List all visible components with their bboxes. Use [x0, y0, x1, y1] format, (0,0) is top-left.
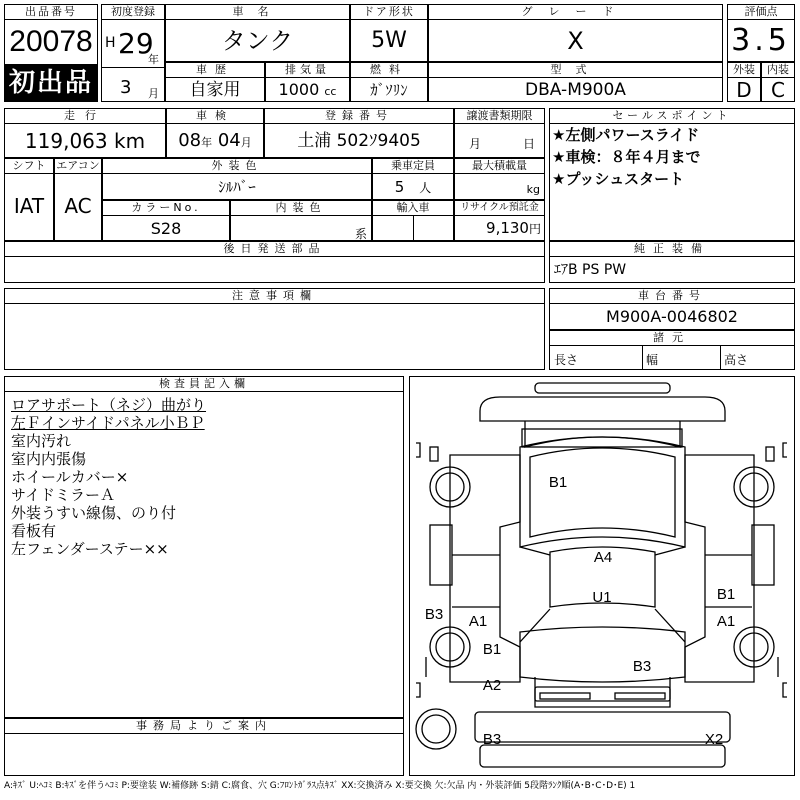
sales-point-item: ★車検：８年４月まで: [552, 148, 701, 166]
length-label: 長さ: [554, 353, 579, 367]
int-color-box: [230, 200, 372, 241]
damage-mark: B3: [632, 658, 652, 675]
displacement-unit: cc: [324, 85, 337, 98]
lot-number-box: [4, 4, 98, 65]
capacity-label: 乗車定員: [373, 159, 453, 174]
grade-label: グレード: [429, 5, 722, 20]
color-no: S28: [150, 219, 182, 238]
damage-mark: X2: [704, 731, 724, 748]
interior-grade: C: [771, 78, 785, 102]
inspector-note: サイドミラーＡ: [11, 486, 115, 504]
shift-label: シフト: [5, 159, 53, 174]
first-listing-badge: 初出品: [4, 65, 98, 102]
reg-number-label: 登録番号: [265, 109, 453, 124]
inspector-notes-box: [4, 376, 404, 718]
inspection-month: 04: [217, 130, 241, 151]
inspector-note: 室内内張傷: [11, 450, 87, 468]
reg-number: 土浦 502ｿ9405: [297, 131, 421, 151]
int-color-unit: 系: [354, 227, 367, 241]
shift-box: [4, 158, 54, 241]
door-type: 5W: [371, 28, 407, 53]
damage-mark: A1: [716, 613, 736, 630]
score: 3.5: [731, 23, 791, 58]
car-diagram: [410, 377, 794, 775]
office-box: [4, 718, 404, 776]
notes-label: 注意事項欄: [5, 289, 544, 304]
damage-mark: A2: [482, 677, 502, 694]
displacement-label: 排気量: [266, 63, 349, 78]
transfer-deadline-label: 譲渡書類期限: [455, 109, 544, 124]
door-label: ドア形状: [351, 5, 427, 20]
fuel: ｶﾞｿﾘﾝ: [370, 81, 408, 99]
inspector-note: 外装うすい線傷、のり付: [11, 504, 177, 522]
later-parts-box: [4, 241, 545, 283]
inspector-note: 看板有: [11, 522, 57, 540]
interior-label: 内装: [762, 63, 794, 78]
inspector-note: 左Ｆインサイドパネル小ＢＰ: [11, 414, 205, 432]
max-load-label: 最大積載量: [455, 159, 544, 174]
transfer-month-unit: 月: [469, 137, 482, 151]
ext-color-box: [102, 158, 372, 200]
lot-number-label: 出品番号: [5, 5, 97, 20]
damage-mark: U1: [592, 589, 612, 606]
inspection-year: 08: [178, 130, 202, 151]
recycle-label: リサイクル預託金: [455, 201, 544, 216]
damage-mark: B3: [482, 731, 502, 748]
damage-mark: B1: [482, 641, 502, 658]
sales-point-item: ★プッシュスタート: [552, 170, 685, 188]
inspector-note: 室内汚れ: [11, 432, 72, 450]
mileage: 119,063: [24, 129, 108, 153]
genuine-equipment-box: [549, 241, 795, 283]
ac: AC: [64, 194, 92, 218]
history-box: [165, 62, 265, 102]
mileage-unit: km: [114, 129, 146, 153]
history: 自家用: [189, 80, 241, 100]
exterior-grade-box: [727, 62, 761, 102]
inspection-month-unit: 月: [240, 136, 252, 149]
sales-point-item: ★左側パワースライド: [552, 126, 700, 144]
inspection-label: 車検: [167, 109, 263, 124]
era: H: [105, 35, 116, 51]
sales-points-box: [549, 108, 795, 241]
import-label: 輸入車: [373, 201, 453, 216]
reg-month-unit: 月: [148, 87, 159, 100]
displacement: 1000: [278, 80, 320, 99]
interior-grade-box: [761, 62, 795, 102]
inspector-note: ロアサポート（ネジ）曲がり: [11, 396, 207, 414]
capacity: 5: [394, 178, 405, 196]
color-no-box: [102, 200, 230, 241]
inspector-note: 左フェンダーステー××: [11, 540, 169, 558]
first-registration-label: 初度登録: [102, 5, 164, 20]
car-diagram-box: [409, 376, 795, 776]
lot-number: 20078: [9, 25, 93, 58]
car-name-box: [165, 4, 350, 62]
door-box: [350, 4, 428, 62]
ac-label: エアコン: [56, 159, 100, 172]
ext-color: ｼﾙﾊﾞｰ: [218, 178, 256, 196]
damage-mark: B1: [548, 474, 568, 491]
first-registration-box: [101, 4, 165, 102]
color-no-label: カラーNo.: [103, 201, 229, 216]
shift: IAT: [13, 194, 45, 218]
fuel-box: [350, 62, 428, 102]
capacity-unit: 人: [419, 181, 432, 195]
sales-points-label: セールスポイント: [550, 109, 794, 124]
genuine-equipment: ｴｱB PS PW: [554, 262, 627, 278]
grade-box: [428, 4, 723, 62]
dimensions-label: 諸元: [550, 331, 794, 346]
chassis-number: M900A-0046802: [606, 307, 738, 326]
import-box: [372, 200, 454, 241]
int-color-label: 内装色: [231, 201, 371, 216]
later-parts-label: 後日発送部品: [5, 242, 544, 257]
car-name: タンク: [221, 27, 294, 55]
damage-mark: A1: [468, 613, 488, 630]
model-box: [428, 62, 723, 102]
score-box: [727, 4, 795, 62]
grade: X: [567, 27, 584, 55]
damage-mark: B1: [716, 586, 736, 603]
damage-mark: A4: [593, 549, 613, 566]
damage-mark: B3: [424, 606, 444, 623]
car-name-label: 車名: [166, 5, 349, 20]
inspection-year-unit: 年: [201, 136, 213, 149]
capacity-box: [372, 158, 454, 200]
recycle-amount: 9,130: [486, 219, 529, 237]
max-load-unit: kg: [526, 183, 540, 196]
history-label: 車歴: [166, 63, 264, 78]
notes-box: [4, 288, 545, 370]
displacement-box: [265, 62, 350, 102]
office-label: 事務局よりご案内: [5, 719, 403, 734]
transfer-deadline-box: [454, 108, 545, 158]
reg-year: 29: [118, 27, 154, 60]
inspector-notes-label: 検査員記入欄: [5, 377, 403, 392]
reg-year-unit: 年: [148, 53, 159, 66]
recycle-unit: 円: [528, 222, 541, 236]
ac-box: [54, 158, 102, 241]
width-label: 幅: [646, 353, 659, 367]
recycle-box: [454, 200, 545, 241]
dimensions-box: [549, 330, 795, 370]
chassis-box: [549, 288, 795, 330]
height-label: 高さ: [724, 353, 749, 367]
reg-number-box: [264, 108, 454, 158]
transfer-day-unit: 日: [523, 137, 536, 151]
chassis-label: 車台番号: [550, 289, 794, 304]
exterior-label: 外装: [728, 63, 760, 78]
fuel-label: 燃料: [351, 63, 427, 78]
exterior-grade: D: [736, 78, 752, 102]
model: DBA-M900A: [525, 80, 626, 100]
ext-color-label: 外装色: [103, 159, 371, 174]
legend: A:ｷｽﾞ U:ﾍｺﾐ B:ｷｽﾞを伴うﾍｺﾐ P:要塗装 W:補修跡 S:錆 C:腐食、穴 G:ﾌﾛﾝﾄｶﾞﾗｽ点ｷｽﾞ XX:交換済み X:要交換 欠:欠品 内・外装評価 5段階ﾗﾝｸ順(A･B･C･D･E) 1: [4, 781, 636, 791]
max-load-box: [454, 158, 545, 200]
score-label: 評価点: [728, 5, 794, 20]
model-label: 型式: [429, 63, 722, 78]
mileage-box: [4, 108, 166, 158]
genuine-equipment-label: 純正装備: [550, 242, 794, 257]
mileage-label: 走行: [5, 109, 165, 124]
reg-month: 3: [120, 77, 132, 98]
inspector-note: ホイールカバー×: [11, 468, 129, 486]
inspection-box: [166, 108, 264, 158]
